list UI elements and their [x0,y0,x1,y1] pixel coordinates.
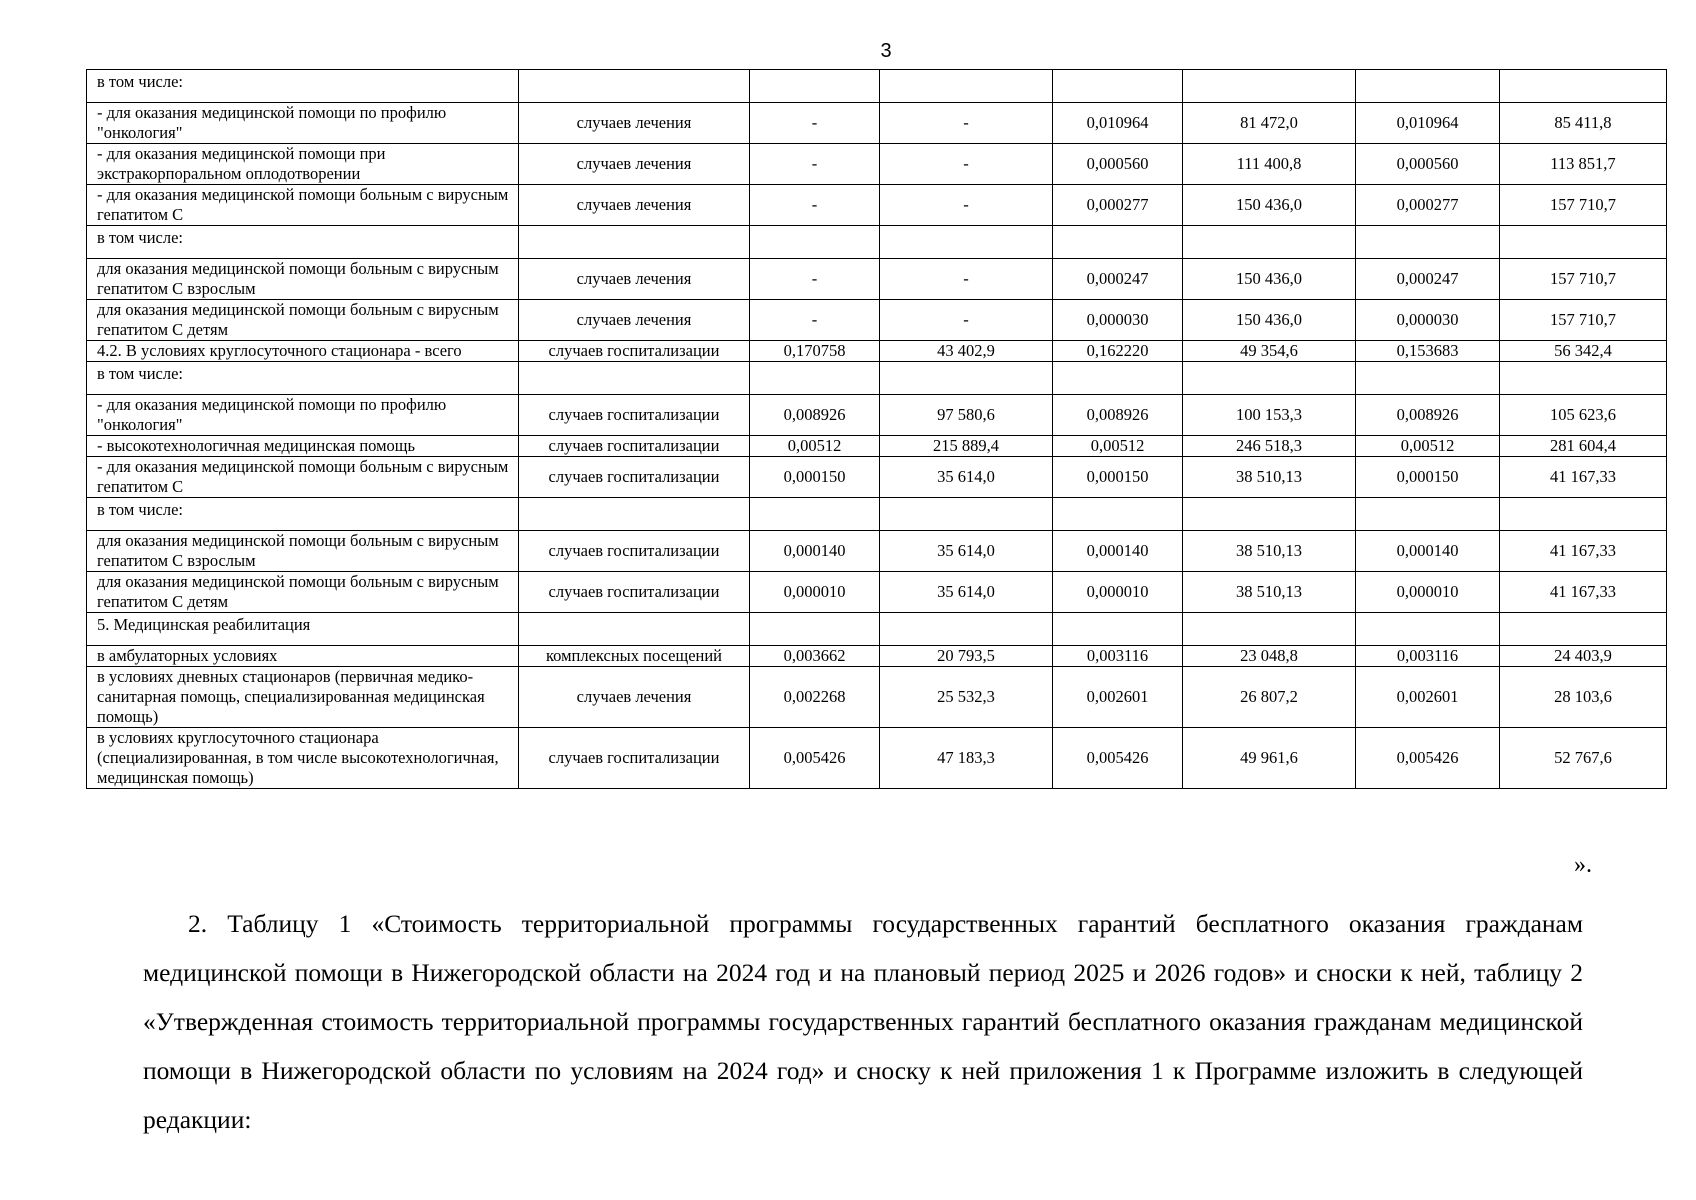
value-cell: 150 436,0 [1183,300,1356,341]
value-cell: 97 580,6 [880,395,1053,436]
value-cell [1500,362,1667,395]
table-row [87,646,1667,667]
table-row [87,572,1667,613]
page-number: 3 [880,40,892,62]
value-cell: 0,008926 [1053,395,1183,436]
row-label: - высокотехнологичная медицинская помощь [87,436,519,457]
value-cell: 0,162220 [1053,341,1183,362]
row-label: для оказания медицинской помощи больным с вирусным гепатитом С детям [87,300,519,341]
value-cell: 0,00512 [1053,436,1183,457]
table-row [87,728,1667,789]
value-cell: 100 153,3 [1183,395,1356,436]
value-cell [750,362,880,395]
row-label: 5. Медицинская реабилитация [87,613,519,646]
table-row [87,259,1667,300]
value-cell: 0,000277 [1053,185,1183,226]
value-cell: 41 167,33 [1500,457,1667,498]
table-row [87,70,1667,103]
value-cell: - [750,185,880,226]
value-cell: 0,000560 [1356,144,1500,185]
value-cell: 47 183,3 [880,728,1053,789]
value-cell: 35 614,0 [880,531,1053,572]
table-row [87,362,1667,395]
value-cell: 0,002268 [750,667,880,728]
value-cell: 113 851,7 [1500,144,1667,185]
value-cell: 0,005426 [1356,728,1500,789]
value-cell [880,226,1053,259]
table-row [87,436,1667,457]
value-cell: - [750,103,880,144]
value-cell: 0,00512 [1356,436,1500,457]
value-cell: 0,000030 [1053,300,1183,341]
value-cell: - [880,300,1053,341]
value-cell: - [750,300,880,341]
row-label: - для оказания медицинской помощи при экстракорпоральном оплодотворении [87,144,519,185]
row-label: в том числе: [87,498,519,531]
unit-cell: случаев госпитализации [519,436,750,457]
value-cell: 0,000010 [750,572,880,613]
value-cell: 0,008926 [750,395,880,436]
value-cell: 28 103,6 [1500,667,1667,728]
value-cell: 49 354,6 [1183,341,1356,362]
value-cell: - [880,259,1053,300]
value-cell [1183,70,1356,103]
value-cell: 0,000010 [1053,572,1183,613]
value-cell [750,498,880,531]
table-row [87,395,1667,436]
table-row [87,103,1667,144]
value-cell: - [880,144,1053,185]
value-cell: 0,00512 [750,436,880,457]
unit-cell: случаев госпитализации [519,457,750,498]
row-label: в амбулаторных условиях [87,646,519,667]
value-cell [1183,498,1356,531]
value-cell: 49 961,6 [1183,728,1356,789]
value-cell: 157 710,7 [1500,185,1667,226]
value-cell: - [750,144,880,185]
value-cell [1500,613,1667,646]
value-cell: 157 710,7 [1500,300,1667,341]
table-row [87,531,1667,572]
value-cell [1183,226,1356,259]
value-cell: 0,000140 [1053,531,1183,572]
row-label: - для оказания медицинской помощи больным с вирусным гепатитом С [87,457,519,498]
value-cell: 0,003116 [1356,646,1500,667]
unit-cell [519,226,750,259]
table-row [87,300,1667,341]
value-cell [750,70,880,103]
value-cell [1053,362,1183,395]
table-row [87,613,1667,646]
paragraph-text: 2. Таблицу 1 «Стоимость территориальной программы государственных гарантий бесплатного оказания гражданам медицинской помощи в Нижегородской области на 2024 год и на плановый период 2025 и 2026 годов» и сноски к ней, таблицу 2 «Утвержденная стоимость территориальной программы государственных гарантий бесплатного оказания гражданам медицинской помощи в Нижегородской области по условиям на 2024 год» и сноску к ней приложения 1 к Программе изложить в следующей редакции: [143,909,1583,1134]
table-row [87,144,1667,185]
value-cell: 0,005426 [1053,728,1183,789]
value-cell [880,70,1053,103]
value-cell: 24 403,9 [1500,646,1667,667]
row-label: в условиях круглосуточного стационара (специализированная, в том числе высокотехнологичная, медицинская помощь) [87,728,519,789]
unit-cell [519,613,750,646]
unit-cell: комплексных посещений [519,646,750,667]
value-cell: 0,003116 [1053,646,1183,667]
unit-cell [519,362,750,395]
value-cell: 0,000277 [1356,185,1500,226]
unit-cell: случаев лечения [519,300,750,341]
value-cell: 0,000010 [1356,572,1500,613]
value-cell: 0,000030 [1356,300,1500,341]
row-label: для оказания медицинской помощи больным с вирусным гепатитом С детям [87,572,519,613]
value-cell: 0,000247 [1053,259,1183,300]
value-cell: 25 532,3 [880,667,1053,728]
value-cell: 0,010964 [1053,103,1183,144]
value-cell: 38 510,13 [1183,572,1356,613]
table-row [87,498,1667,531]
value-cell: 0,000247 [1356,259,1500,300]
value-cell: 0,010964 [1356,103,1500,144]
value-cell: 35 614,0 [880,457,1053,498]
value-cell: 0,153683 [1356,341,1500,362]
unit-cell: случаев лечения [519,259,750,300]
value-cell: - [880,103,1053,144]
value-cell [1356,498,1500,531]
unit-cell [519,70,750,103]
row-label: 4.2. В условиях круглосуточного стационара - всего [87,341,519,362]
row-label: в том числе: [87,70,519,103]
value-cell: 43 402,9 [880,341,1053,362]
row-label: - для оказания медицинской помощи по профилю "онкология" [87,395,519,436]
value-cell: 38 510,13 [1183,457,1356,498]
value-cell: 20 793,5 [880,646,1053,667]
value-cell: 281 604,4 [1500,436,1667,457]
value-cell [1356,226,1500,259]
value-cell: 41 167,33 [1500,572,1667,613]
value-cell [1356,613,1500,646]
value-cell [750,613,880,646]
value-cell: 150 436,0 [1183,185,1356,226]
value-cell [1183,613,1356,646]
value-cell: 0,000140 [750,531,880,572]
value-cell: 0,000560 [1053,144,1183,185]
value-cell: 0,008926 [1356,395,1500,436]
value-cell: 0,002601 [1356,667,1500,728]
row-label: - для оказания медицинской помощи по профилю "онкология" [87,103,519,144]
unit-cell: случаев лечения [519,103,750,144]
value-cell: 56 342,4 [1500,341,1667,362]
amendment-paragraph [143,899,1583,1144]
value-cell: 52 767,6 [1500,728,1667,789]
value-cell [1356,70,1500,103]
value-cell [1053,226,1183,259]
value-cell: 215 889,4 [880,436,1053,457]
row-label: в условиях дневных стационаров (первичная медико-санитарная помощь, специализированная медицинская помощь) [87,667,519,728]
value-cell: 26 807,2 [1183,667,1356,728]
table-row [87,185,1667,226]
value-cell: 81 472,0 [1183,103,1356,144]
rates-table [86,69,1667,789]
value-cell [1053,613,1183,646]
closing-quote: ». [1574,852,1592,878]
value-cell [1053,70,1183,103]
value-cell: 0,000150 [1053,457,1183,498]
value-cell: 105 623,6 [1500,395,1667,436]
value-cell [1053,498,1183,531]
value-cell: 23 048,8 [1183,646,1356,667]
value-cell: 0,005426 [750,728,880,789]
value-cell [1183,362,1356,395]
value-cell: 0,000150 [1356,457,1500,498]
table-row [87,457,1667,498]
value-cell: 85 411,8 [1500,103,1667,144]
value-cell [880,613,1053,646]
value-cell: - [880,185,1053,226]
unit-cell: случаев лечения [519,667,750,728]
value-cell [880,498,1053,531]
row-label: в том числе: [87,362,519,395]
value-cell: 0,000150 [750,457,880,498]
unit-cell: случаев госпитализации [519,341,750,362]
value-cell [750,226,880,259]
unit-cell: случаев лечения [519,185,750,226]
row-label: для оказания медицинской помощи больным с вирусным гепатитом С взрослым [87,531,519,572]
value-cell [1500,226,1667,259]
row-label: - для оказания медицинской помощи больным с вирусным гепатитом С [87,185,519,226]
value-cell [1500,70,1667,103]
unit-cell: случаев лечения [519,144,750,185]
value-cell: 157 710,7 [1500,259,1667,300]
table-row [87,667,1667,728]
table-row [87,226,1667,259]
unit-cell [519,498,750,531]
table-row [87,341,1667,362]
value-cell: 0,002601 [1053,667,1183,728]
row-label: для оказания медицинской помощи больным с вирусным гепатитом С взрослым [87,259,519,300]
unit-cell: случаев госпитализации [519,531,750,572]
value-cell: 111 400,8 [1183,144,1356,185]
unit-cell: случаев госпитализации [519,395,750,436]
value-cell: 0,000140 [1356,531,1500,572]
value-cell: - [750,259,880,300]
value-cell: 0,003662 [750,646,880,667]
value-cell: 38 510,13 [1183,531,1356,572]
value-cell [1356,362,1500,395]
row-label: в том числе: [87,226,519,259]
value-cell [880,362,1053,395]
value-cell: 246 518,3 [1183,436,1356,457]
value-cell: 35 614,0 [880,572,1053,613]
unit-cell: случаев госпитализации [519,728,750,789]
value-cell [1500,498,1667,531]
value-cell: 150 436,0 [1183,259,1356,300]
value-cell: 0,170758 [750,341,880,362]
unit-cell: случаев госпитализации [519,572,750,613]
value-cell: 41 167,33 [1500,531,1667,572]
